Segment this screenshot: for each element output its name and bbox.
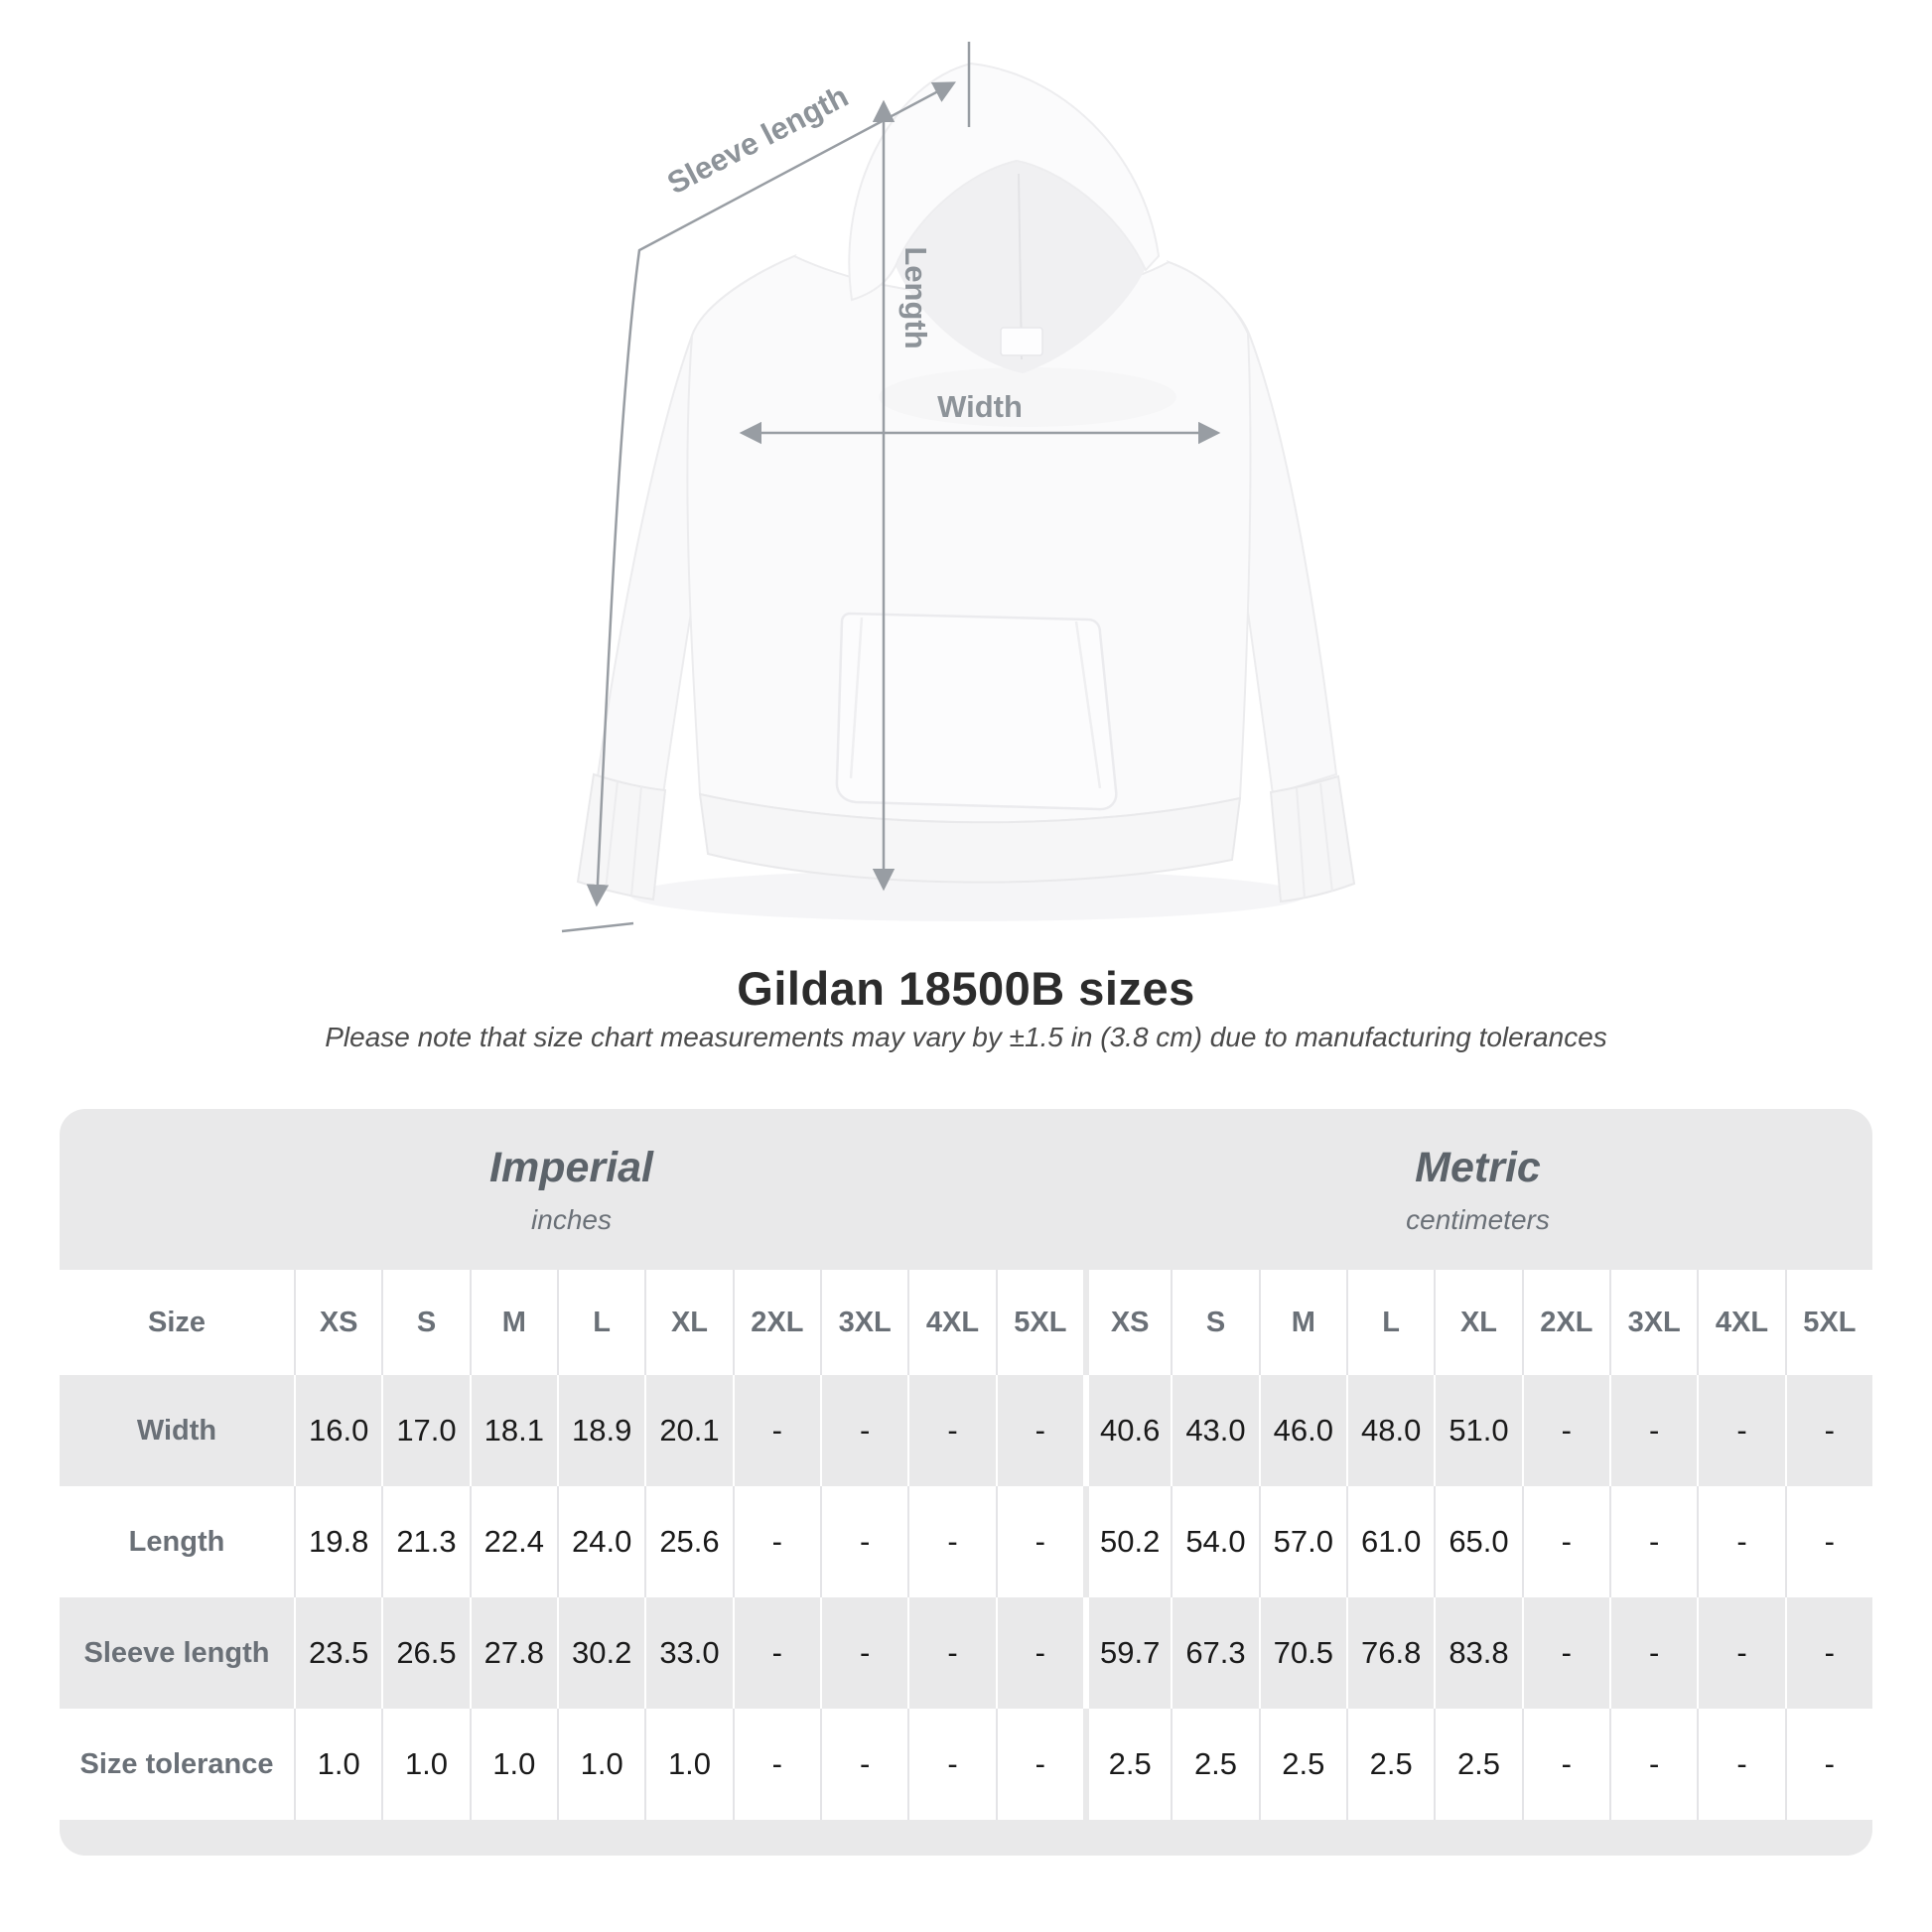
value-imperial-col6: - [733,1709,820,1820]
value-metric-col6: - [1522,1486,1609,1597]
metric-section-title: Metric [1415,1143,1541,1191]
metric-section-header [1083,1109,1872,1270]
value-imperial-col5: 33.0 [644,1597,732,1709]
value-imperial-col9: - [996,1597,1083,1709]
value-metric-col7: - [1609,1597,1697,1709]
value-imperial-col4: 30.2 [557,1597,644,1709]
imperial-section-unit: inches [531,1203,612,1235]
value-metric-col7: - [1609,1486,1697,1597]
row-label: Width [60,1375,294,1486]
row-label: Length [60,1486,294,1597]
value-imperial-col6: - [733,1375,820,1486]
value-metric-col8: - [1697,1597,1784,1709]
size-header-imperial-xl: XL [644,1270,732,1375]
value-metric-col9: - [1785,1486,1872,1597]
size-header-imperial-l: L [557,1270,644,1375]
right-cuff [1271,776,1354,901]
row-label: Size tolerance [60,1709,294,1820]
value-imperial-col3: 18.1 [470,1375,557,1486]
value-imperial-col4: 24.0 [557,1486,644,1597]
size-header-imperial-s: S [381,1270,469,1375]
value-imperial-col5: 1.0 [644,1709,732,1820]
value-imperial-col9: - [996,1486,1083,1597]
value-imperial-col6: - [733,1486,820,1597]
value-imperial-col1: 16.0 [294,1375,381,1486]
value-metric-col1: 40.6 [1083,1375,1171,1486]
value-metric-col6: - [1522,1375,1609,1486]
size-header-imperial-4xl: 4XL [907,1270,995,1375]
size-header-imperial-3xl: 3XL [820,1270,907,1375]
value-imperial-col2: 26.5 [381,1597,469,1709]
value-imperial-col8: - [907,1709,995,1820]
value-metric-col5: 51.0 [1434,1375,1521,1486]
size-header-imperial-5xl: 5XL [996,1270,1083,1375]
size-header-metric-4xl: 4XL [1697,1270,1784,1375]
value-metric-col3: 57.0 [1259,1486,1346,1597]
value-metric-col7: - [1609,1375,1697,1486]
value-metric-col4: 76.8 [1346,1597,1434,1709]
value-metric-col2: 43.0 [1171,1375,1258,1486]
size-column-header: Size [60,1270,294,1375]
size-header-imperial-xs: XS [294,1270,381,1375]
sleeve-bottom-tick [562,923,633,931]
value-imperial-col8: - [907,1486,995,1597]
imperial-section-title: Imperial [489,1143,653,1191]
value-imperial-col3: 27.8 [470,1597,557,1709]
value-metric-col1: 59.7 [1083,1597,1171,1709]
value-imperial-col3: 1.0 [470,1709,557,1820]
value-metric-col2: 2.5 [1171,1709,1258,1820]
value-metric-col9: - [1785,1375,1872,1486]
value-metric-col4: 61.0 [1346,1486,1434,1597]
value-imperial-col2: 21.3 [381,1486,469,1597]
metric-section-unit: centimeters [1406,1203,1550,1235]
value-imperial-col9: - [996,1709,1083,1820]
value-metric-col6: - [1522,1709,1609,1820]
width-label: Width [937,389,1023,424]
size-header-metric-l: L [1346,1270,1434,1375]
value-metric-col3: 2.5 [1259,1709,1346,1820]
size-header-imperial-m: M [470,1270,557,1375]
length-label: Length [898,246,933,349]
size-header-metric-m: M [1259,1270,1346,1375]
value-imperial-col7: - [820,1486,907,1597]
value-metric-col5: 2.5 [1434,1709,1521,1820]
value-imperial-col1: 19.8 [294,1486,381,1597]
page-title: Gildan 18500B sizes [737,962,1195,1015]
value-imperial-col1: 23.5 [294,1597,381,1709]
value-metric-col2: 54.0 [1171,1486,1258,1597]
size-header-metric-2xl: 2XL [1522,1270,1609,1375]
value-metric-col9: - [1785,1709,1872,1820]
value-metric-col9: - [1785,1597,1872,1709]
value-metric-col8: - [1697,1375,1784,1486]
value-metric-col3: 46.0 [1259,1375,1346,1486]
size-header-metric-5xl: 5XL [1785,1270,1872,1375]
left-cuff [578,774,665,899]
value-imperial-col1: 1.0 [294,1709,381,1820]
size-header-metric-xs: XS [1083,1270,1171,1375]
value-metric-col5: 65.0 [1434,1486,1521,1597]
size-chart [60,1109,1872,1856]
value-imperial-col7: - [820,1597,907,1709]
value-imperial-col7: - [820,1709,907,1820]
value-imperial-col4: 1.0 [557,1709,644,1820]
value-metric-col8: - [1697,1486,1784,1597]
size-header-metric-xl: XL [1434,1270,1521,1375]
value-metric-col4: 48.0 [1346,1375,1434,1486]
size-header-metric-3xl: 3XL [1609,1270,1697,1375]
value-metric-col5: 83.8 [1434,1597,1521,1709]
value-metric-col1: 2.5 [1083,1709,1171,1820]
value-metric-col6: - [1522,1597,1609,1709]
value-imperial-col3: 22.4 [470,1486,557,1597]
size-header-metric-s: S [1171,1270,1258,1375]
value-metric-col3: 70.5 [1259,1597,1346,1709]
value-imperial-col4: 18.9 [557,1375,644,1486]
value-imperial-col5: 20.1 [644,1375,732,1486]
size-chart-grid [60,1109,1872,1820]
value-imperial-col8: - [907,1375,995,1486]
value-imperial-col7: - [820,1375,907,1486]
value-imperial-col8: - [907,1597,995,1709]
value-metric-col7: - [1609,1709,1697,1820]
hoodie-measurement-figure [0,0,1932,945]
imperial-section-header [60,1109,1083,1270]
page-subtitle: Please note that size chart measurements may vary by ±1.5 in (3.8 cm) due to manufacturing tolerances [325,1022,1607,1052]
value-imperial-col2: 17.0 [381,1375,469,1486]
value-imperial-col5: 25.6 [644,1486,732,1597]
value-metric-col2: 67.3 [1171,1597,1258,1709]
value-metric-col4: 2.5 [1346,1709,1434,1820]
value-metric-col1: 50.2 [1083,1486,1171,1597]
row-label: Sleeve length [60,1597,294,1709]
value-metric-col8: - [1697,1709,1784,1820]
sleeve-length-label: Sleeve length [661,78,854,202]
kangaroo-pocket [837,614,1116,809]
value-imperial-col2: 1.0 [381,1709,469,1820]
value-imperial-col9: - [996,1375,1083,1486]
neck-tag [1001,328,1042,355]
value-imperial-col6: - [733,1597,820,1709]
size-diagram [0,0,1932,945]
size-header-imperial-2xl: 2XL [733,1270,820,1375]
